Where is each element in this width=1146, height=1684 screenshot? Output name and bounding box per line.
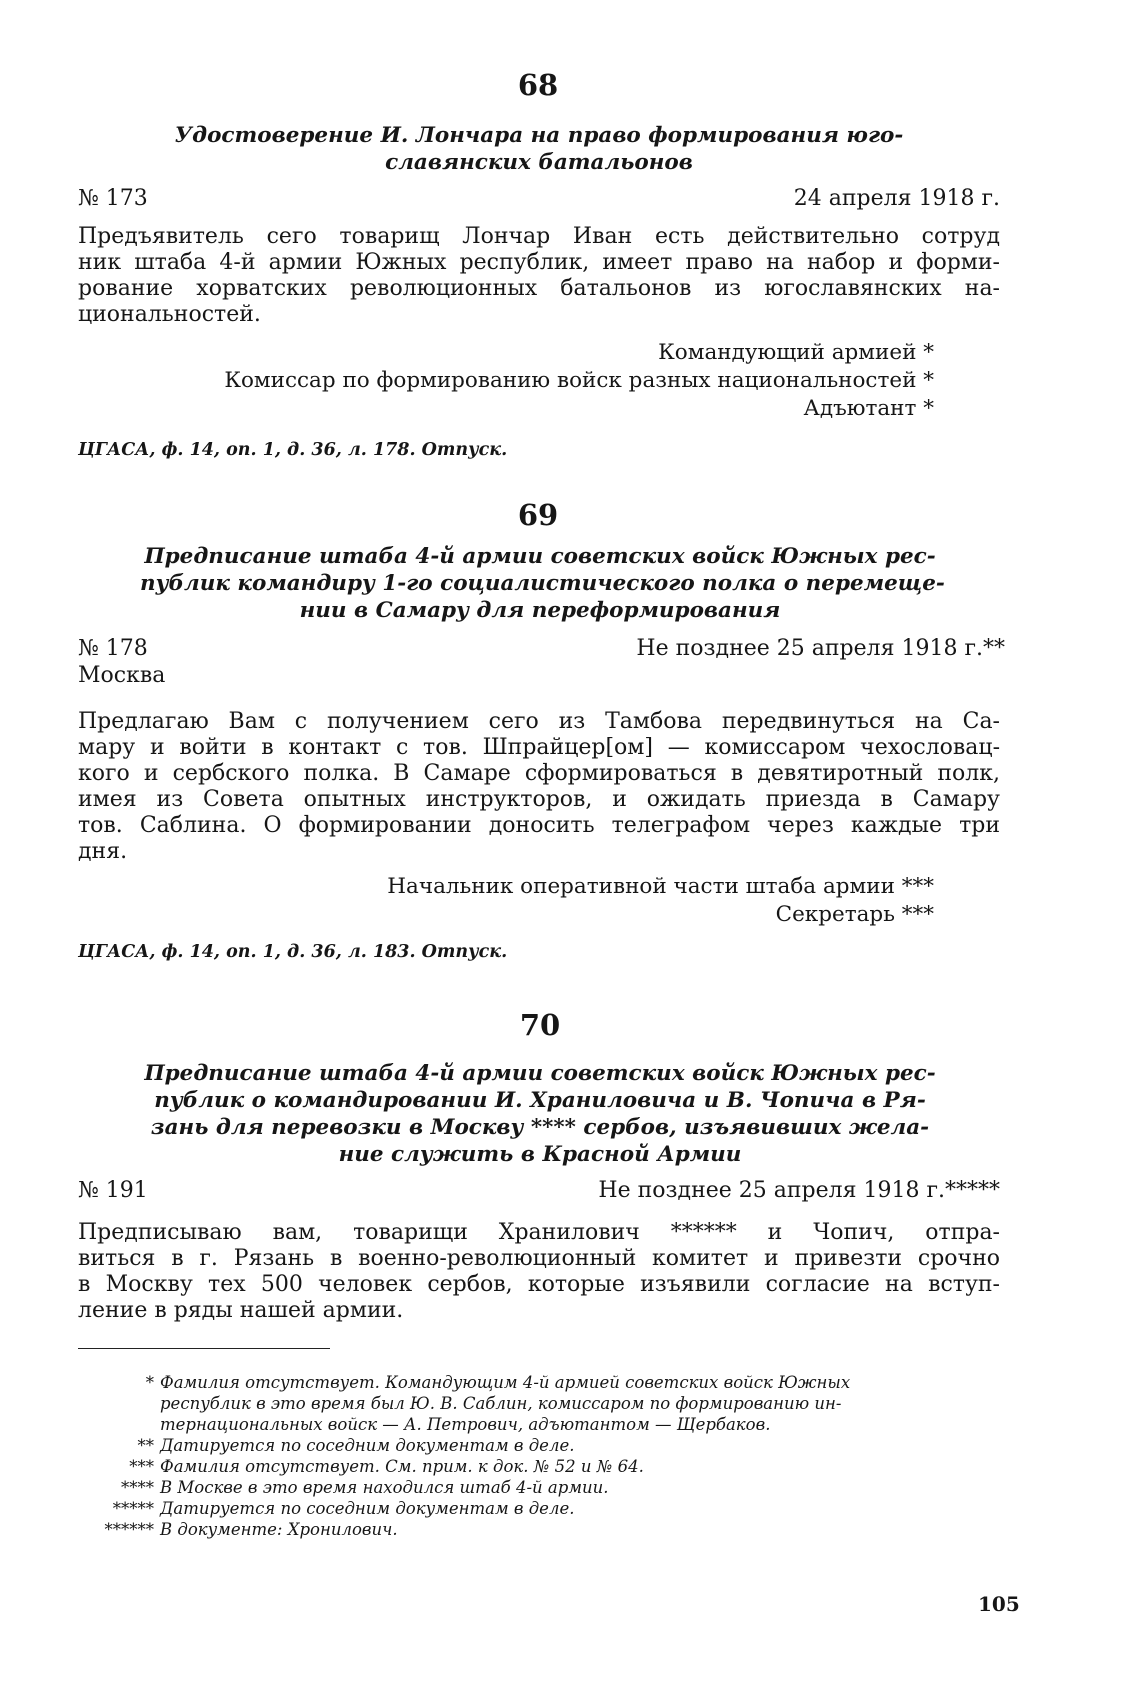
- footnote-divider: [78, 1348, 330, 1349]
- doc69-body-line: кого и сербского полка. В Самаре сформироваться в девятиротный полк,: [78, 761, 1000, 786]
- doc68-title-line: славянских батальонов: [385, 150, 693, 175]
- doc70-title-line: ние служить в Красной Армии: [338, 1142, 742, 1167]
- footnote-mark: *: [145, 1373, 154, 1392]
- doc70-body-line: виться в г. Рязань в военно-революционный комитет и привезти срочно: [78, 1246, 1000, 1271]
- footnote-text: Фамилия отсутствует. Командующим 4-й армией советских войск Южных: [160, 1373, 851, 1392]
- doc69-number: 69: [517, 498, 559, 532]
- doc70-body-line: в Москву тех 500 человек сербов, которые изъявили согласие на вступ-: [78, 1272, 1000, 1297]
- footnote-1: [78, 1372, 1003, 1393]
- doc68-body-line: Предъявитель сего товарищ Лончар Иван есть действительно сотруд: [78, 224, 1000, 249]
- footnote-mark: *****: [112, 1499, 154, 1518]
- doc69-body-line: мару и войти в контакт с тов. Шпрайцер[ом] — комиссаром чехословац-: [78, 735, 1000, 760]
- footnote-mark: ***: [129, 1457, 154, 1476]
- doc69-title-line: публик командиру 1-го социалистического полка о перемеще-: [140, 571, 945, 596]
- footnote-text: В документе: Хронилович.: [160, 1520, 398, 1539]
- footnote-3: [78, 1456, 1003, 1477]
- doc69-body-line: имея из Совета опытных инструкторов, и ожидать приезда в Самару: [78, 787, 1000, 812]
- doc68-body-line: циональностей.: [78, 302, 261, 327]
- doc70-date: Не позднее 25 апреля 1918 г.*****: [598, 1178, 1000, 1203]
- doc70-body: [78, 1220, 1000, 1324]
- doc68-body-line: ник штаба 4-й армии Южных республик, имеет право на набор и форми-: [78, 250, 1000, 275]
- doc68-signature-commander: Командующий армией *: [658, 340, 934, 365]
- doc68-signature-commissar: Комиссар по формированию войск разных национальностей *: [224, 368, 934, 393]
- doc69-body-line: тов. Саблина. О формировании доносить телеграфом через каждые три: [78, 813, 1000, 838]
- doc69-signature-secretary: Секретарь ***: [775, 902, 934, 927]
- doc68-title-line: Удостоверение И. Лончара на право формирования юго-: [174, 123, 904, 148]
- doc70-body-line: ление в ряды нашей армии.: [78, 1298, 404, 1323]
- doc70-title-line: публик о командировании И. Храниловича и В. Чопича в Ря-: [154, 1088, 926, 1113]
- doc68-body: [78, 224, 1000, 328]
- doc68-signature-adjutant: Адъютант *: [803, 396, 934, 421]
- footnote-text: Датируется по соседним документам в деле.: [160, 1436, 575, 1455]
- doc70-title-line: зань для перевозки в Москву **** сербов, изъявивших жела-: [150, 1115, 930, 1140]
- doc70-title: [140, 1060, 940, 1168]
- footnote-text: тернациональных войск — А. Петрович, адъютантом — Щербаков.: [160, 1415, 771, 1434]
- doc69-title: [140, 543, 945, 624]
- doc68-date: 24 апреля 1918 г.: [793, 186, 1000, 211]
- doc68-source: ЦГАСА, ф. 14, оп. 1, д. 36, л. 178. Отпуск.: [78, 440, 508, 460]
- doc70-number: 70: [519, 1008, 561, 1042]
- footnote-1-cont: [78, 1414, 1003, 1435]
- footnote-2: [78, 1435, 1003, 1456]
- doc70-title-line: Предписание штаба 4-й армии советских войск Южных рес-: [144, 1061, 936, 1086]
- footnote-6: [78, 1519, 1003, 1540]
- doc69-body: [78, 709, 1000, 865]
- doc68-title: [140, 122, 938, 176]
- doc69-reg-number: № 178: [78, 636, 148, 661]
- footnote-mark: ******: [104, 1520, 154, 1539]
- doc69-title-line: нии в Самару для переформирования: [299, 598, 781, 623]
- doc68-reg-number: № 173: [78, 186, 148, 211]
- doc69-signature-chief: Начальник оперативной части штаба армии ***: [387, 874, 934, 899]
- footnote-5: [78, 1498, 1003, 1519]
- footnote-mark: **: [137, 1436, 154, 1455]
- doc69-source: ЦГАСА, ф. 14, оп. 1, д. 36, л. 183. Отпуск.: [78, 942, 508, 962]
- doc68-number: 68: [517, 68, 559, 102]
- doc69-date: Не позднее 25 апреля 1918 г.**: [636, 636, 1005, 661]
- footnotes: [78, 1372, 1003, 1540]
- footnote-text: Датируется по соседним документам в деле.: [160, 1499, 575, 1518]
- footnote-1-cont: [78, 1393, 1003, 1414]
- doc69-title-line: Предписание штаба 4-й армии советских войск Южных рес-: [144, 544, 936, 569]
- doc69-body-line: Предлагаю Вам с получением сего из Тамбова передвинуться на Са-: [78, 709, 1000, 734]
- doc69-place: Москва: [78, 663, 166, 688]
- page-number: 105: [978, 1592, 1020, 1616]
- footnote-text: республик в это время был Ю. В. Саблин, комиссаром по формированию ин-: [160, 1394, 842, 1413]
- footnote-4: [78, 1477, 1003, 1498]
- doc68-body-line: рование хорватских революционных батальонов из югославянских на-: [78, 276, 1000, 301]
- doc70-body-line: Предписываю вам, товарищи Хранилович ****** и Чопич, отпра-: [78, 1220, 1000, 1245]
- footnote-mark: ****: [121, 1478, 154, 1497]
- footnote-text: В Москве в это время находился штаб 4-й армии.: [160, 1478, 609, 1497]
- footnote-text: Фамилия отсутствует. См. прим. к док. № 52 и № 64.: [160, 1457, 644, 1476]
- doc70-reg-number: № 191: [78, 1178, 148, 1203]
- doc69-body-line: дня.: [78, 839, 128, 864]
